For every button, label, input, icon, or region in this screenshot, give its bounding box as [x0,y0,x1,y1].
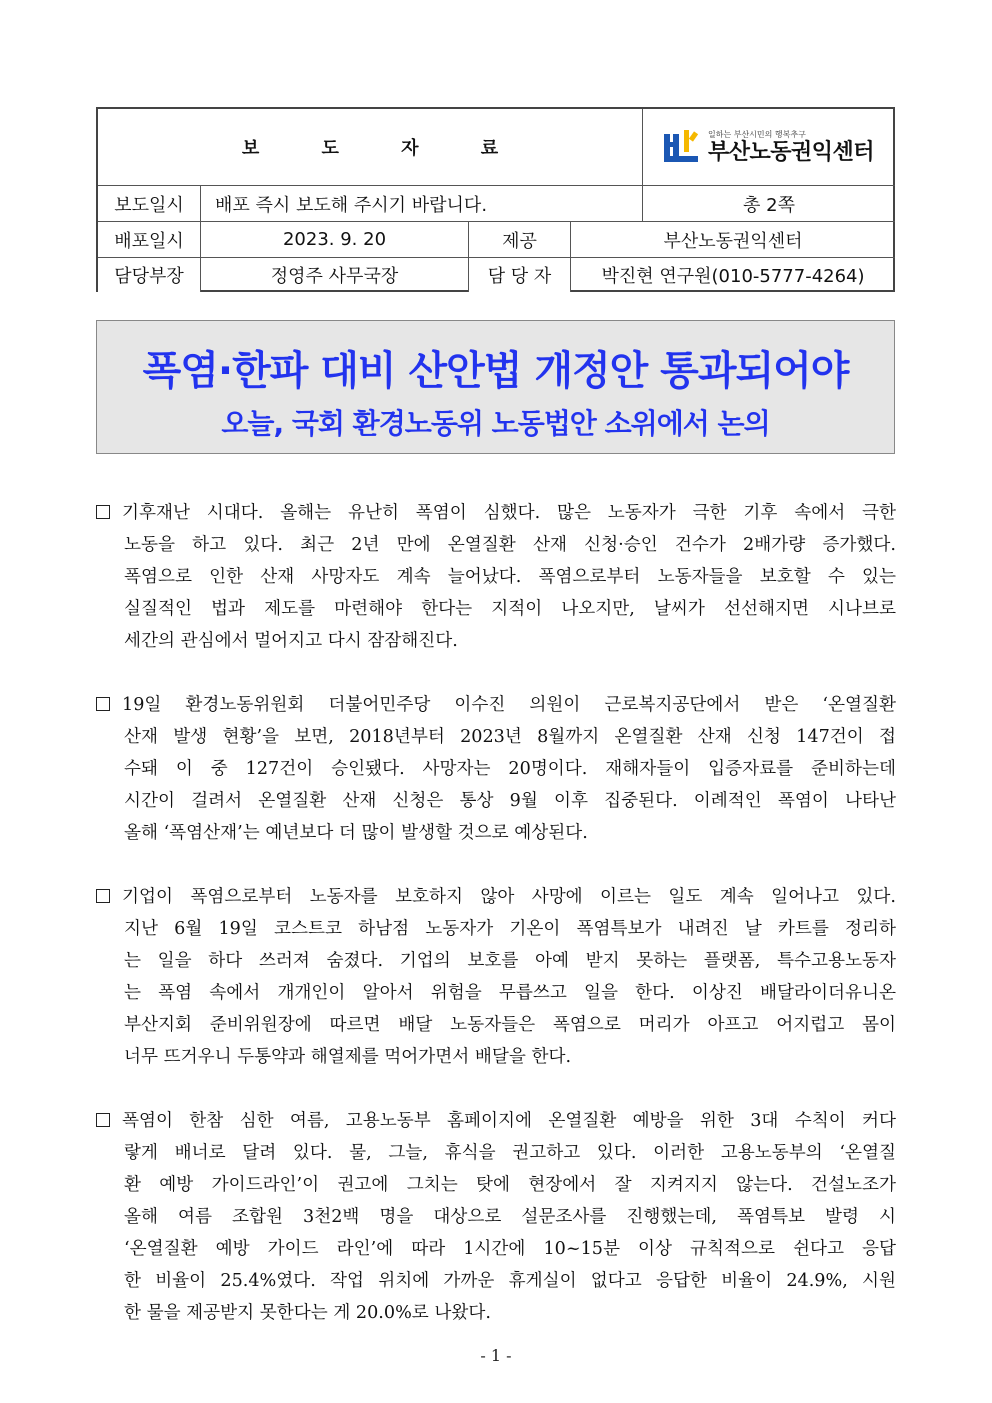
paragraph-line: 환 예방 가이드라인’이 권고에 그치는 탓에 현장에서 잘 지켜지지 않는다. 건설노조가 [124,1175,896,1195]
distribution-date-value: 2023. 9. 20 [201,222,469,258]
distribution-date-label: 배포일시 [98,222,201,258]
checkbox-bullet-icon [96,505,110,519]
paragraph-line: 19일 환경노동위원회 더불어민주당 이수진 의원이 근로복지공단에서 받은 ‘온열질환 [122,695,896,715]
headline-sub: 오늘, 국회 환경노동위 노동법안 소위에서 논의 [221,407,770,440]
paragraph-line: 랗게 배너로 달려 있다. 물, 그늘, 휴식을 권고하고 있다. 이러한 고용노동부의 ‘온열질 [124,1143,896,1163]
organization-logo [643,109,895,186]
press-release-header-table [96,107,895,292]
paragraph-line: 한 물을 제공받지 못한다는 게 20.0%로 나왔다. [124,1303,491,1323]
manager-label: 담당부장 [98,258,201,292]
paragraph-1 [96,497,896,657]
checkbox-bullet-icon [96,697,110,711]
paragraph-line: 시간이 걸려서 온열질환 산재 신청은 통상 9월 이후 집중된다. 이례적인 폭염이 나타난 [124,791,896,811]
release-time-label: 보도일시 [98,186,201,222]
paragraph-line: 지난 6월 19일 코스트코 하남점 노동자가 기온이 폭염특보가 내려진 날 카트를 정리하 [124,919,896,939]
paragraph-line: 세간의 관심에서 멀어지고 다시 잠잠해진다. [124,631,458,651]
provider-value: 부산노동권익센터 [571,222,895,258]
checkbox-bullet-icon [96,1113,110,1127]
paragraph-line: 올해 ‘폭염산재’는 예년보다 더 많이 발생할 것으로 예상된다. [124,823,588,843]
headline-main: 폭염·한파 대비 산안법 개정안 통과되어야 [142,348,849,394]
logo-name: 부산노동권익센터 [707,139,875,165]
paragraph-line: 폭염이 한참 심한 여름, 고용노동부 홈페이지에 온열질환 예방을 위한 3대 수칙이 커다 [122,1111,896,1131]
paragraph-line: ‘온열질환 예방 가이드 라인’에 따라 1시간에 10~15분 이상 규칙적으로 쉰다고 응답 [124,1239,896,1259]
logo-tagline: 일하는 부산시민의 행복추구 [707,129,806,139]
paragraph-line: 한 비율이 25.4%였다. 작업 위치에 가까운 휴게실이 없다고 응답한 비율이 24.9%, 시원 [124,1271,896,1291]
paragraph-line: 올해 여름 조합원 3천2백 명을 대상으로 설문조사를 진행했는데, 폭염특보 발령 시 [124,1207,896,1227]
document-title: 보 도 자 료 [98,109,643,186]
paragraph-line: 노동을 하고 있다. 최근 2년 만에 온열질환 산재 신청·승인 건수가 2배가량 증가했다. [124,535,896,555]
contact-label: 담 당 자 [469,258,571,292]
paragraph-4 [96,1105,896,1329]
paragraph-line: 는 일을 하다 쓰러져 숨졌다. 기업의 보호를 아예 받지 못하는 플랫폼, 특수고용노동자 [124,951,896,971]
contact-value: 박진현 연구원(010-5777-4264) [601,266,865,287]
release-time-value: 배포 즉시 보도해 주시기 바랍니다. [201,186,643,222]
paragraph-line: 는 폭염 속에서 개개인이 알아서 위험을 무릅쓰고 일을 한다. 이상진 배달라이더유니온 [124,983,896,1003]
paragraph-line: 기후재난 시대다. 올해는 유난히 폭염이 심했다. 많은 노동자가 극한 기후 속에서 극한 [122,503,896,523]
paragraph-line: 실질적인 법과 제도를 마련해야 한다는 지적이 나오지만, 날씨가 선선해지면 시나브로 [124,599,896,619]
paragraph-line: 기업이 폭염으로부터 노동자를 보호하지 않아 사망에 이르는 일도 계속 일어나고 있다. [122,887,896,907]
paragraph-line: 산재 발생 현황’을 보면, 2018년부터 2023년 8월까지 온열질환 산재 신청 147건이 접 [124,727,896,747]
headline-box [96,320,895,454]
paragraph-line: 너무 뜨거우니 두통약과 해열제를 먹어가면서 배달을 한다. [124,1047,572,1067]
paragraph-line: 부산지회 준비위원장에 따르면 배달 노동자들은 폭염으로 머리가 아프고 어지럽고 몸이 [124,1015,896,1035]
page-count: 총 2쪽 [643,186,895,222]
paragraph-line: 수돼 이 중 127건이 승인됐다. 사망자는 20명이다. 재해자들이 입증자료를 준비하는데 [124,759,896,779]
logo-mark-icon [664,130,700,164]
provider-label: 제공 [469,222,571,258]
checkbox-bullet-icon [96,889,110,903]
paragraph-line: 폭염으로 인한 산재 사망자도 계속 늘어났다. 폭염으로부터 노동자들을 보호할 수 있는 [124,567,896,587]
paragraph-3 [96,881,896,1073]
page-number: - 1 - [480,1346,512,1365]
paragraph-2 [96,689,896,849]
manager-value: 정영주 사무국장 [201,258,469,292]
